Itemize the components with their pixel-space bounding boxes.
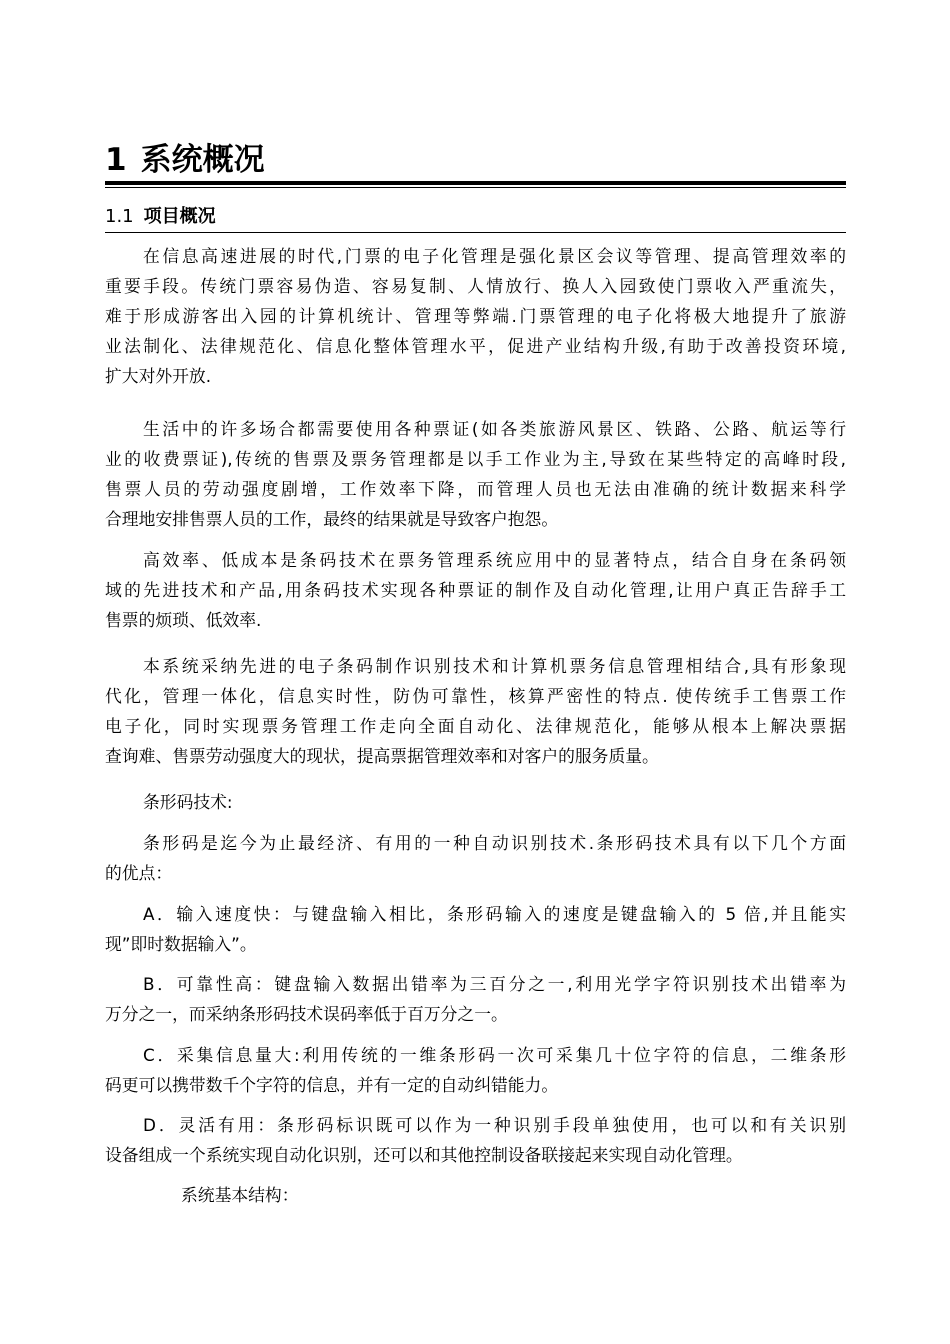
paragraph-line: C．采集信息量大:利用传统的一维条形码一次可采集几十位字符的信息，二维条形 [143, 1045, 846, 1065]
paragraph-point-c [105, 1040, 846, 1100]
chapter-number: 1 [105, 142, 127, 178]
chapter-rule-thick [105, 181, 846, 185]
paragraph-system [105, 651, 846, 771]
paragraph-line: 售票的烦琐、低效率. [105, 610, 262, 630]
paragraph-line: 代化，管理一体化，信息实时性，防伪可靠性，核算严密性的特点. 使传统手工售票工作 [105, 686, 846, 706]
paragraph-line: 查询难、售票劳动强度大的现状，提高票据管理效率和对客户的服务质量。 [105, 746, 659, 766]
paragraph-line: 条形码技术: [143, 792, 233, 812]
paragraph-barcode-label [105, 787, 846, 817]
paragraph-barcode-intro [105, 828, 846, 888]
section-rule [105, 232, 846, 233]
paragraph-line: 域的先进技术和产品,用条码技术实现各种票证的制作及自动化管理,让用户真正告辞手工 [105, 580, 846, 600]
paragraph-intro [105, 241, 846, 391]
paragraph-tickets [105, 414, 846, 534]
paragraph-point-a [105, 899, 846, 959]
chapter-title: 系统概况 [140, 142, 265, 178]
paragraph-line: 的优点： [105, 863, 173, 883]
paragraph-line: 扩大对外开放. [105, 366, 212, 386]
paragraph-line: 业法制化、法律规范化、信息化整体管理水平，促进产业结构升级,有助于改善投资环境, [105, 336, 846, 356]
paragraph-line: 条形码是迄今为止最经济、有用的一种自动识别技术.条形码技术具有以下几个方面 [143, 833, 846, 853]
paragraph-line: 难于形成游客出入园的计算机统计、管理等弊端.门票管理的电子化将极大地提升了旅游 [105, 306, 846, 326]
paragraph-line: 重要手段。传统门票容易伪造、容易复制、人情放行、换人入园致使门票收入严重流失， [105, 276, 846, 296]
paragraph-line: B．可靠性高：键盘输入数据出错率为三百分之一,利用光学字符识别技术出错率为 [143, 974, 846, 994]
paragraph-line: 合理地安排售票人员的工作，最终的结果就是导致客户抱怨。 [105, 509, 559, 529]
chapter-heading [105, 140, 265, 180]
paragraph-line: 现”即时数据输入”。 [105, 934, 257, 954]
paragraph-line: A．输入速度快：与键盘输入相比，条形码输入的速度是键盘输入的 5 倍,并且能实 [143, 904, 846, 924]
paragraph-line: 在信息高速进展的时代,门票的电子化管理是强化景区会议等管理、提高管理效率的 [143, 246, 846, 266]
paragraph-line: 生活中的许多场合都需要使用各种票证(如各类旅游风景区、铁路、公路、航运等行 [143, 419, 846, 439]
section-title: 项目概况 [143, 206, 216, 227]
paragraph-point-d [105, 1110, 846, 1170]
paragraph-line: 业的收费票证),传统的售票及票务管理都是以手工作业为主,导致在某些特定的高峰时段, [105, 449, 846, 469]
paragraph-line: D．灵活有用：条形码标识既可以作为一种识别手段单独使用，也可以和有关识别 [143, 1115, 846, 1135]
paragraph-efficiency [105, 545, 846, 635]
paragraph-line: 本系统采纳先进的电子条码制作识别技术和计算机票务信息管理相结合,具有形象现 [143, 656, 846, 676]
paragraph-point-b [105, 969, 846, 1029]
paragraph-line: 设备组成一个系统实现自动化识别，还可以和其他控制设备联接起来实现自动化管理。 [105, 1145, 743, 1165]
paragraph-line: 高效率、低成本是条码技术在票务管理系统应用中的显著特点，结合自身在条码领 [143, 550, 846, 570]
system-structure-label: 系统基本结构： [181, 1185, 299, 1205]
section-number: 1.1 [105, 206, 134, 227]
paragraph-line: 码更可以携带数千个字符的信息，并有一定的自动纠错能力。 [105, 1075, 559, 1095]
section-heading [105, 204, 216, 230]
paragraph-line: 售票人员的劳动强度剧增，工作效率下降，而管理人员也无法由准确的统计数据来科学 [105, 479, 846, 499]
paragraph-line: 电子化，同时实现票务管理工作走向全面自动化、法律规范化，能够从根本上解决票据 [105, 716, 846, 736]
paragraph-line: 万分之一，而采纳条形码技术误码率低于百万分之一。 [105, 1004, 508, 1024]
chapter-rule-thin [105, 187, 846, 188]
